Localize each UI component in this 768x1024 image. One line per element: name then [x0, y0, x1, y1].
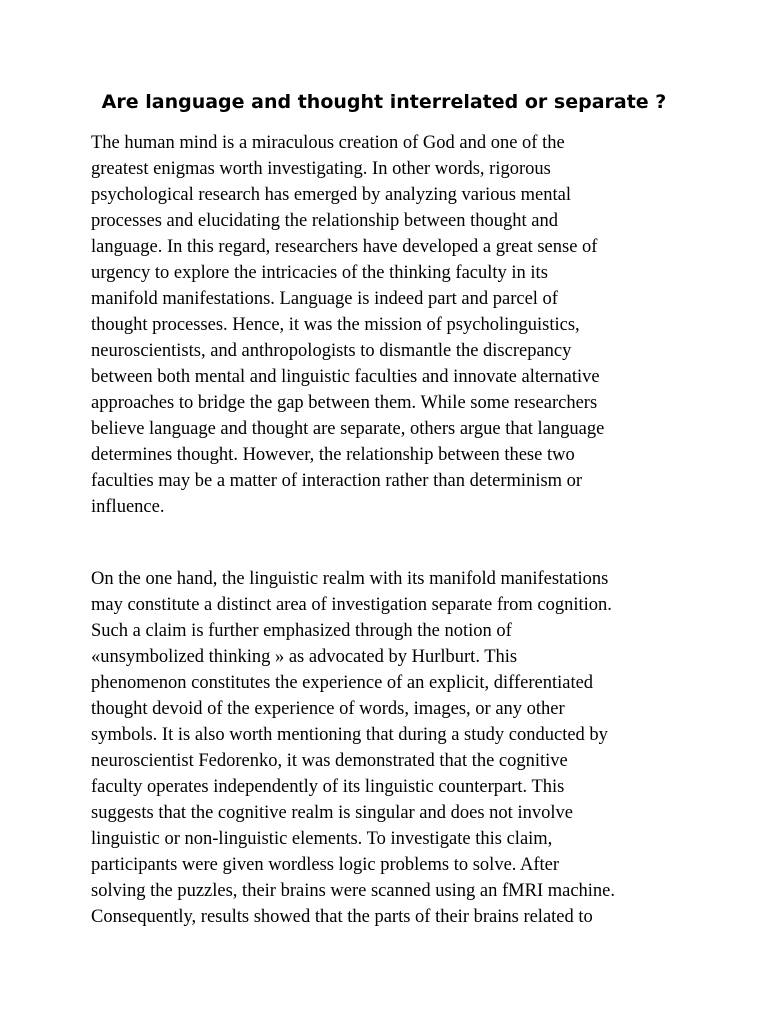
text-line: suggests that the cognitive realm is singular and does not involve	[91, 803, 573, 823]
paragraph-on-the-one-hand	[91, 566, 691, 930]
text-line: phenomenon constitutes the experience of an explicit, differentiated	[91, 673, 594, 693]
text-line: may constitute a distinct area of investigation separate from cognition.	[91, 595, 612, 615]
paragraph-introduction	[91, 130, 691, 520]
text-line: linguistic or non-linguistic elements. To investigate this claim,	[91, 829, 553, 849]
text-line: processes and elucidating the relationship between thought and	[91, 211, 558, 231]
text-line: Consequently, results showed that the parts of their brains related to	[91, 907, 593, 927]
text-line: thought devoid of the experience of words, images, or any other	[91, 699, 565, 719]
text-line: On the one hand, the linguistic realm with its manifold manifestations	[91, 569, 609, 589]
text-line: greatest enigmas worth investigating. In other words, rigorous	[91, 159, 551, 179]
text-line: language. In this regard, researchers have developed a great sense of	[91, 237, 598, 257]
text-line: manifold manifestations. Language is indeed part and parcel of	[91, 289, 558, 309]
text-line: Such a claim is further emphasized through the notion of	[91, 621, 512, 641]
text-line: between both mental and linguistic faculties and innovate alternative	[91, 367, 600, 387]
text-line: neuroscientist Fedorenko, it was demonstrated that the cognitive	[91, 751, 568, 771]
text-line: thought processes. Hence, it was the mission of psycholinguistics,	[91, 315, 580, 335]
text-line: urgency to explore the intricacies of the thinking faculty in its	[91, 263, 548, 283]
text-line: determines thought. However, the relationship between these two	[91, 445, 575, 465]
document-title: Are language and thought interrelated or separate ?	[101, 91, 667, 113]
text-line: approaches to bridge the gap between them. While some researchers	[91, 393, 598, 413]
text-line: psychological research has emerged by analyzing various mental	[91, 185, 571, 205]
text-line: «unsymbolized thinking » as advocated by Hurlburt. This	[91, 647, 518, 667]
text-line: influence.	[91, 497, 165, 517]
text-line: neuroscientists, and anthropologists to dismantle the discrepancy	[91, 341, 572, 361]
text-line: solving the puzzles, their brains were scanned using an fMRI machine.	[91, 881, 616, 901]
text-line: believe language and thought are separate, others argue that language	[91, 419, 605, 439]
text-line: faculty operates independently of its linguistic counterpart. This	[91, 777, 565, 797]
text-line: faculties may be a matter of interaction rather than determinism or	[91, 471, 583, 491]
text-line: The human mind is a miraculous creation of God and one of the	[91, 133, 565, 153]
text-line: participants were given wordless logic problems to solve. After	[91, 855, 560, 875]
text-line: symbols. It is also worth mentioning that during a study conducted by	[91, 725, 608, 745]
